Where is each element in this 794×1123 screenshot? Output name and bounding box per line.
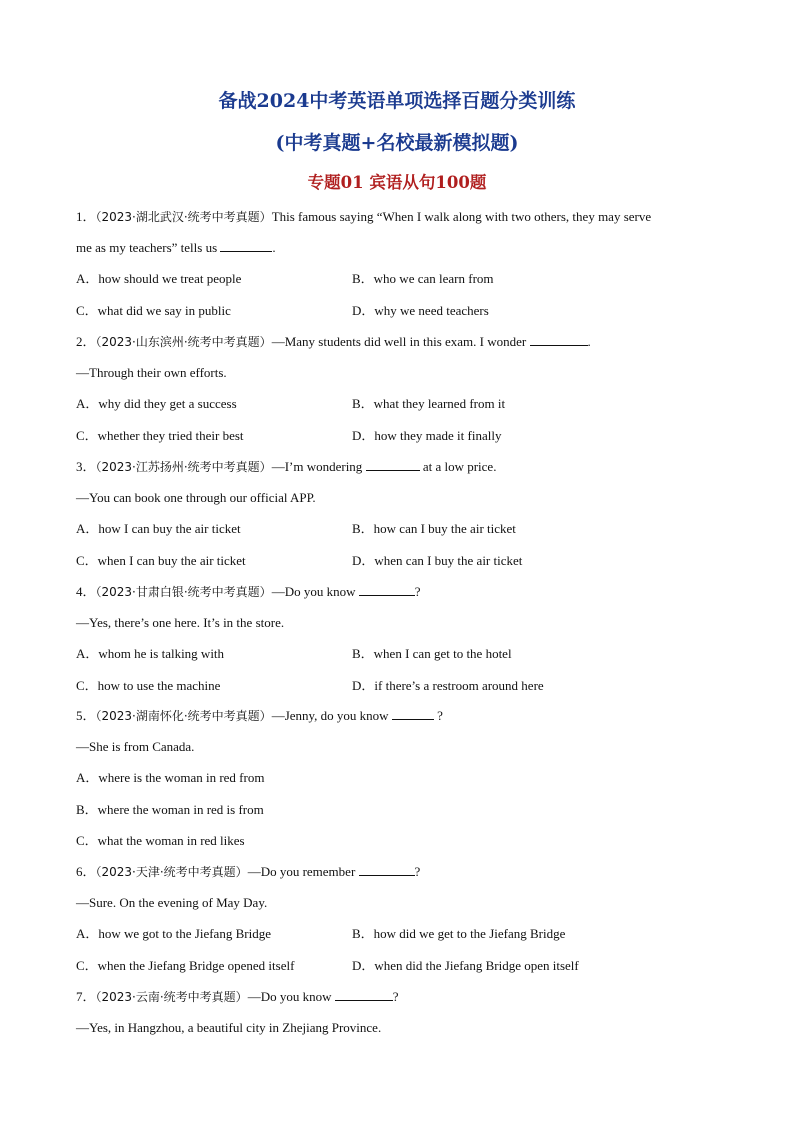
question-stem: 4．（2023·甘肃白银·统考中考真题）—Do you know ? (76, 584, 421, 599)
option-a: A．why did they get a success (76, 396, 237, 412)
question-source: （2023·天津·统考中考真题） (95, 865, 248, 879)
topic-heading: 专题01 宾语从句100题 (307, 173, 487, 192)
question-stem-continued: me as my teachers” tells us . (76, 240, 276, 256)
option-b: B．how did we get to the Jiefang Bridge (352, 926, 566, 942)
question-4 (76, 576, 736, 701)
question-reply: —She is from Canada. (76, 739, 195, 755)
option-b: B．when I can get to the hotel (352, 646, 512, 662)
document-subtitle: (中考真题+名校最新模拟题) (275, 132, 519, 154)
question-source: （2023·山东滨州·统考中考真题） (95, 335, 272, 349)
option-c: C．when the Jiefang Bridge opened itself (76, 957, 295, 973)
answer-blank (220, 239, 272, 252)
option-c: C．what the woman in red likes (76, 832, 245, 848)
option-c: C．whether they tried their best (76, 427, 244, 443)
answer-blank (530, 333, 588, 346)
question-stem: 1．（2023·湖北武汉·统考中考真题）This famous saying “When I walk along with two others, they may serve (76, 209, 652, 224)
option-a: A．how should we treat people (76, 271, 242, 287)
option-c: C．what did we say in public (76, 302, 231, 318)
question-stem: 6．（2023·天津·统考中考真题）—Do you remember ? (76, 864, 421, 879)
answer-blank (366, 458, 420, 471)
question-source: （2023·甘肃白银·统考中考真题） (95, 585, 272, 599)
option-b: B．who we can learn from (352, 271, 494, 287)
question-source: （2023·江苏扬州·统考中考真题） (95, 460, 272, 474)
question-2 (76, 326, 736, 451)
question-stem: 7．（2023·云南·统考中考真题）—Do you know ? (76, 989, 399, 1004)
question-reply: —Yes, there’s one here. It’s in the store. (76, 615, 285, 631)
question-reply: —You can book one through our official APP. (76, 490, 316, 506)
option-c: C．how to use the machine (76, 677, 221, 693)
question-stem: 5．（2023·湖南怀化·统考中考真题）—Jenny, do you know ? (76, 708, 443, 723)
answer-blank (335, 988, 393, 1001)
option-d: D．when did the Jiefang Bridge open itself (352, 957, 579, 973)
question-source: （2023·云南·统考中考真题） (95, 990, 248, 1004)
option-b: B．how can I buy the air ticket (352, 521, 516, 537)
question-stem: 2．（2023·山东滨州·统考中考真题）—Many students did well in this exam. I wonder . (76, 334, 591, 349)
question-3 (76, 451, 736, 576)
question-source: （2023·湖北武汉·统考中考真题） (95, 210, 272, 224)
option-d: D．how they made it finally (352, 427, 502, 443)
document-title: 备战2024中考英语单项选择百题分类训练 (218, 90, 576, 112)
question-reply: —Yes, in Hangzhou, a beautiful city in Zhejiang Province. (76, 1020, 382, 1036)
option-c: C．when I can buy the air ticket (76, 552, 246, 568)
question-reply: —Through their own efforts. (76, 365, 227, 381)
question-source: （2023·湖南怀化·统考中考真题） (95, 709, 272, 723)
option-a: A．where is the woman in red from (76, 770, 265, 786)
answer-blank (359, 863, 415, 876)
question-6 (76, 856, 736, 981)
option-d: D．if there’s a restroom around here (352, 677, 544, 693)
answer-blank (359, 583, 415, 596)
option-d: D．when can I buy the air ticket (352, 552, 523, 568)
option-b: B．where the woman in red is from (76, 801, 264, 817)
question-5 (76, 700, 736, 856)
option-a: A．how we got to the Jiefang Bridge (76, 926, 271, 942)
answer-blank (392, 707, 434, 720)
option-a: A．whom he is talking with (76, 646, 225, 662)
question-reply: —Sure. On the evening of May Day. (76, 895, 268, 911)
question-stem: 3．（2023·江苏扬州·统考中考真题）—I’m wondering at a low price. (76, 459, 497, 474)
option-b: B．what they learned from it (352, 396, 506, 412)
question-1 (76, 201, 736, 326)
question-7 (76, 981, 736, 1043)
option-d: D．why we need teachers (352, 302, 489, 318)
option-a: A．how I can buy the air ticket (76, 521, 241, 537)
